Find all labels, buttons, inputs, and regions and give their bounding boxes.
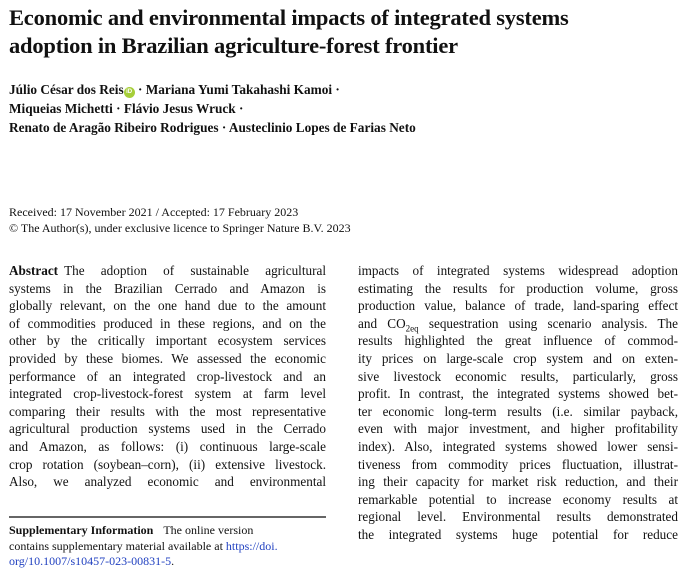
title-line-1: Economic and environmental impacts of integrated systems (9, 5, 569, 30)
abstract-line: tiveness from commodity prices fluctuation, illustrat- (358, 456, 678, 472)
abstract-line: production value, balance of trade, land-sparing effect (358, 298, 678, 314)
abstract-line: remarkable potential to increase economy results at (358, 491, 678, 507)
abstract-column-right (358, 262, 678, 544)
abstract-line: estimating the results for production volume, gross (358, 280, 678, 296)
abstract-line: even with major investment, and higher profitability (358, 421, 678, 437)
abstract-line: ity prices on large-scale crop system and on exten- (358, 350, 678, 366)
orcid-icon[interactable]: iD (124, 87, 135, 98)
abstract-line: sive livestock economic results, particularly, gross (358, 368, 678, 384)
author-name[interactable]: Júlio César dos Reis (9, 82, 124, 97)
abstract-line: the integrated systems huge potential for reduce (358, 526, 678, 542)
abstract-line: Also, we analyzed economic and environmental (9, 474, 326, 490)
abstract-line: impacts of integrated systems widespread adoption (358, 263, 678, 278)
doi-link[interactable]: https://doi. (225, 538, 278, 553)
copyright-notice: © The Author(s), under exclusive licence to Springer Nature B.V. 2023 (9, 221, 351, 235)
author-line-1 (9, 80, 679, 99)
author-names: · Mariana Yumi Takahashi Kamoi · (134, 82, 340, 97)
abstract-line: provided by these biomes. We assessed the economic (9, 350, 326, 366)
abstract-line: globally relevant, on the one hand due to the amount (9, 298, 326, 314)
supplementary-information: Supplementary Information The online version contains supplementary material available at https://doi. org/10.1007/s10457-023-00831-5. (9, 523, 278, 569)
abstract-line: Abstract The adoption of sustainable agricultural (9, 263, 326, 278)
author-line-2: Miqueias Michetti · Flávio Jesus Wruck · (9, 101, 244, 116)
abstract-line: regional level. Environmental results demonstrated (358, 509, 678, 525)
abstract-label: Abstract (9, 263, 59, 278)
paper-title (9, 4, 679, 60)
abstract-line: agricultural production systems used in the Cerrado (9, 421, 326, 437)
abstract-line: systems in the Brazilian Cerrado and Amazon is (9, 280, 326, 296)
abstract-line: results highlighted the great influence of commod- (358, 333, 678, 349)
title-line-2: adoption in Brazilian agriculture-forest frontier (9, 33, 458, 58)
abstract-column-left (9, 262, 326, 491)
abstract-line: performance of an integrated crop-livestock and an (9, 368, 326, 384)
abstract-line: comparing their results with the most representative (9, 403, 326, 419)
received-accepted: Received: 17 November 2021 / Accepted: 17 February 2023 (9, 205, 299, 219)
abstract-line: crop rotation (soybean–corn), (ii) extensive livestock. (9, 456, 326, 472)
abstract-line: ing their capacity for market risk reduction, and their (358, 474, 678, 490)
abstract-line: and $CO_{2eq}$ sequestration using scenario analysis. The (358, 315, 678, 334)
abstract-line: and Amazon, as follows: (i) continuous large-scale (9, 438, 326, 454)
footnote-divider (9, 516, 326, 518)
author-list (9, 80, 679, 137)
supplementary-label: Supplementary Information (9, 523, 154, 537)
abstract-line: of commodities produced in these regions, and on the (9, 315, 326, 331)
abstract-line: integrated crop-livestock-forest system at farm level (9, 386, 326, 402)
doi-link-cont[interactable]: org/10.1007/s10457-023-00831-5 (9, 554, 172, 569)
abstract-line: profit. In contrast, the integrated systems showed bet- (358, 386, 678, 402)
abstract-line: ter economic long-term results (i.e. similar payback, (358, 403, 678, 419)
publication-dates (9, 204, 351, 236)
co2-subscript: 2eq (405, 323, 419, 334)
abstract-line: other by the critically important ecosystem services (9, 333, 326, 349)
abstract-line: index). Also, integrated systems showed lower sensi- (358, 438, 678, 454)
author-line-3: Renato de Aragão Ribeiro Rodrigues · Austeclinio Lopes de Farias Neto (9, 120, 416, 135)
